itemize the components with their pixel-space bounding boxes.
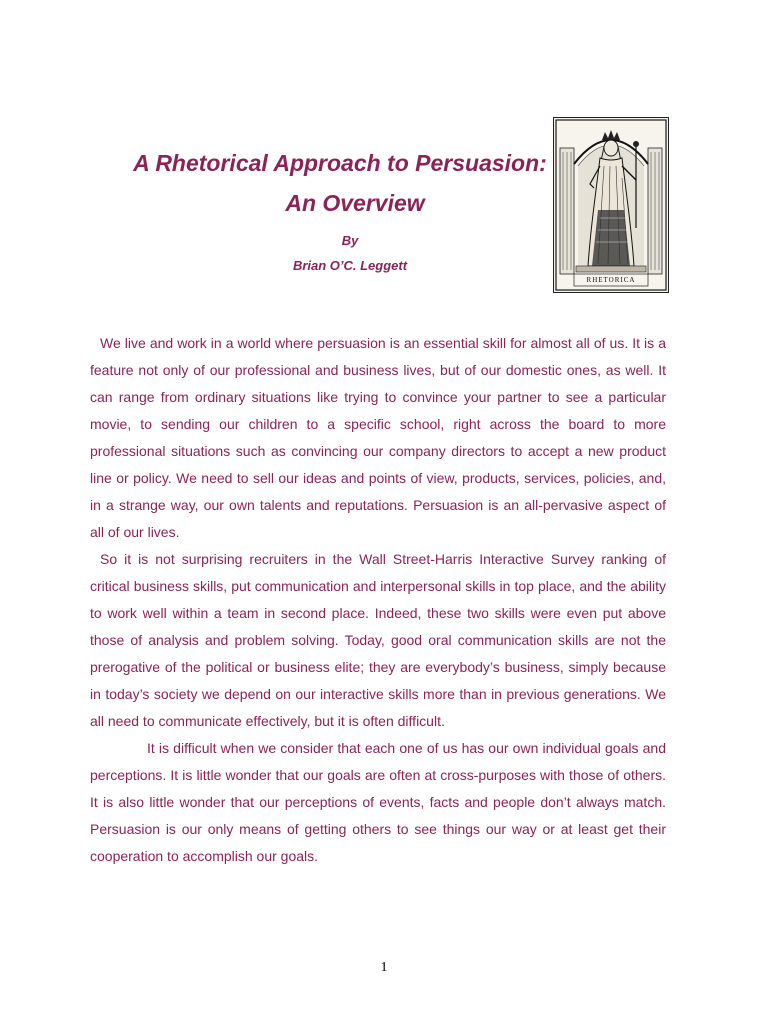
document-title-line-1: A Rhetorical Approach to Persuasion: xyxy=(133,150,547,176)
page-number: 1 xyxy=(380,960,388,975)
rhetorica-engraving xyxy=(553,117,669,293)
paragraph: It is difficult when we consider that each one of us has our own individual goals and perceptions. It is little wonder that our goals are often at cross-purposes with those of others. It is also little wonder that our perceptions of events, facts and people don’t always match. Persuasion is our only means of getting others to see things our way or at least get their cooperation to accomplish our goals. xyxy=(90,740,666,864)
paragraph: So it is not surprising recruiters in the Wall Street-Harris Interactive Survey ranking of critical business skills, put communication and interpersonal skills in top place, and the ability to work well within a team in second place. Indeed, these two skills were even put above those of analysis and problem solving. Today, good oral communication skills are not the prerogative of the political or business elite; they are everybody’s business, simply because in today’s society we depend on our interactive skills more than in previous generations. We all need to communicate effectively, but it is often difficult. xyxy=(90,551,666,729)
byline-by: By xyxy=(341,233,359,248)
rhetorica-caption: RHETORICA xyxy=(586,276,636,284)
document-title-line-2: An Overview xyxy=(285,190,425,216)
paragraph: We live and work in a world where persuasion is an essential skill for almost all of us. It is a feature not only of our professional and business lives, but of our domestic ones, as well. It can range from ordinary situations like trying to convince your partner to see a particular movie, to sending our children to a specific school, right across the board to more professional situations such as convincing our company directors to accept a new product line or policy. We need to sell our ideas and points of view, products, services, policies, and, in a strange way, our own talents and reputations. Persuasion is an all-pervasive aspect of all of our lives. xyxy=(90,335,666,540)
author-name: Brian O’C. Leggett xyxy=(292,258,408,273)
body-text xyxy=(90,330,666,870)
